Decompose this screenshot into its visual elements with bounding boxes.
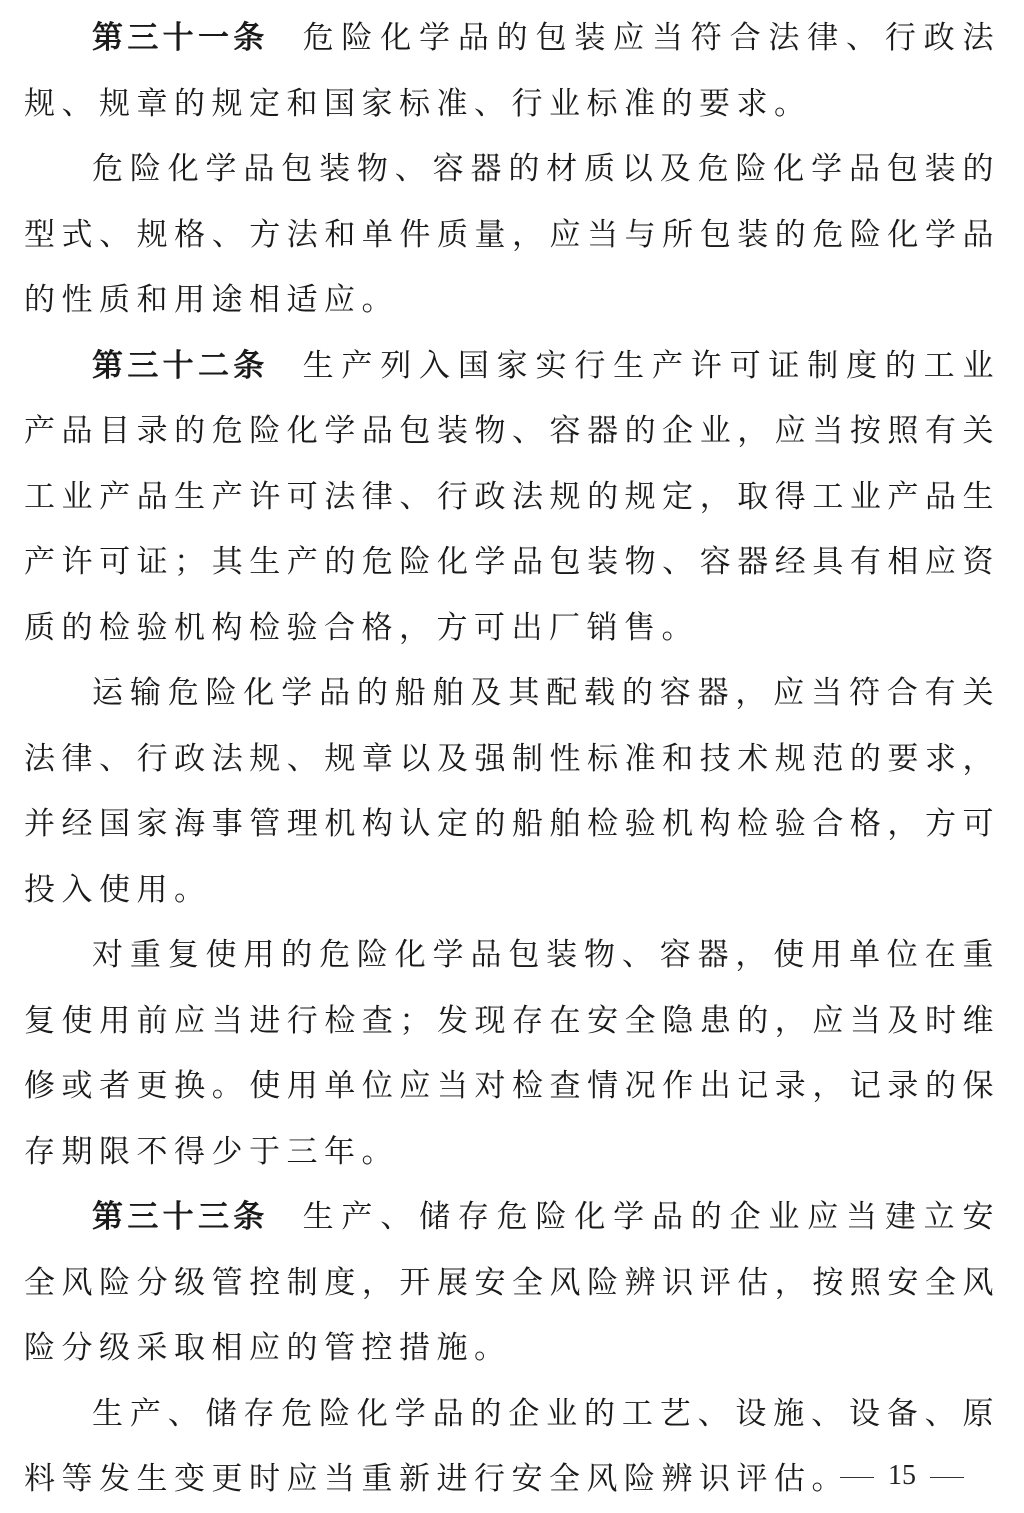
- article-31-text-1: 危险化学品的包装应当符合法律、行政法规、规章的规定和国家标准、行业标准的要求。: [24, 20, 1001, 122]
- article-32-number: 第三十二条: [92, 347, 269, 384]
- article-32-paragraph-2: 运输危险化学品的船舶及其配载的容器，应当符合有关法律、行政法规、规章以及强制性标准和技术规范的要求，并经国家海事管理机构认定的船舶检验机构检验合格，方可投入使用。: [24, 675, 1000, 908]
- article-31-paragraph-2: 危险化学品包装物、容器的材质以及危险化学品包装的型式、规格、方法和单件质量，应当与所包装的危险化学品的性质和用途相适应。: [24, 151, 1000, 318]
- article-32-paragraph-1: [24, 334, 1000, 662]
- footer-right-dash: [930, 1477, 964, 1478]
- document-body: [24, 6, 1000, 1513]
- article-31-number: 第三十一条: [92, 20, 269, 56]
- article-32-text-1: 生产列入国家实行生产许可证制度的工业产品目录的危险化学品包装物、容器的企业，应当按照有关工业产品生产许可法律、行政法规的规定，取得工业产品生产许可证；其生产的危险化学品包装物、容器经具有相应资质的检验机构检验合格，方可出厂销售。: [24, 347, 1001, 646]
- page-footer: [0, 1456, 1024, 1496]
- article-32-paragraph-3: 对重复使用的危险化学品包装物、容器，使用单位在重复使用前应当进行检查；发现存在安全隐患的，应当及时维修或者更换。使用单位应当对检查情况作出记录，记录的保存期限不得少于三年。: [24, 937, 1000, 1170]
- article-31-paragraph-1: [24, 6, 1000, 137]
- footer-left-dash: [840, 1477, 874, 1478]
- article-33-paragraph-1: [24, 1185, 1000, 1382]
- page-number: 15: [888, 1460, 916, 1491]
- article-33-number: 第三十三条: [92, 1199, 269, 1235]
- article-33-text-1: 生产、储存危险化学品的企业应当建立安全风险分级管控制度，开展安全风险辨识评估，按照安全风险分级采取相应的管控措施。: [24, 1199, 1001, 1366]
- article-33-paragraph-2: 生产、储存危险化学品的企业的工艺、设施、设备、原料等发生变更时应当重新进行安全风险辨识评估。: [24, 1395, 1000, 1497]
